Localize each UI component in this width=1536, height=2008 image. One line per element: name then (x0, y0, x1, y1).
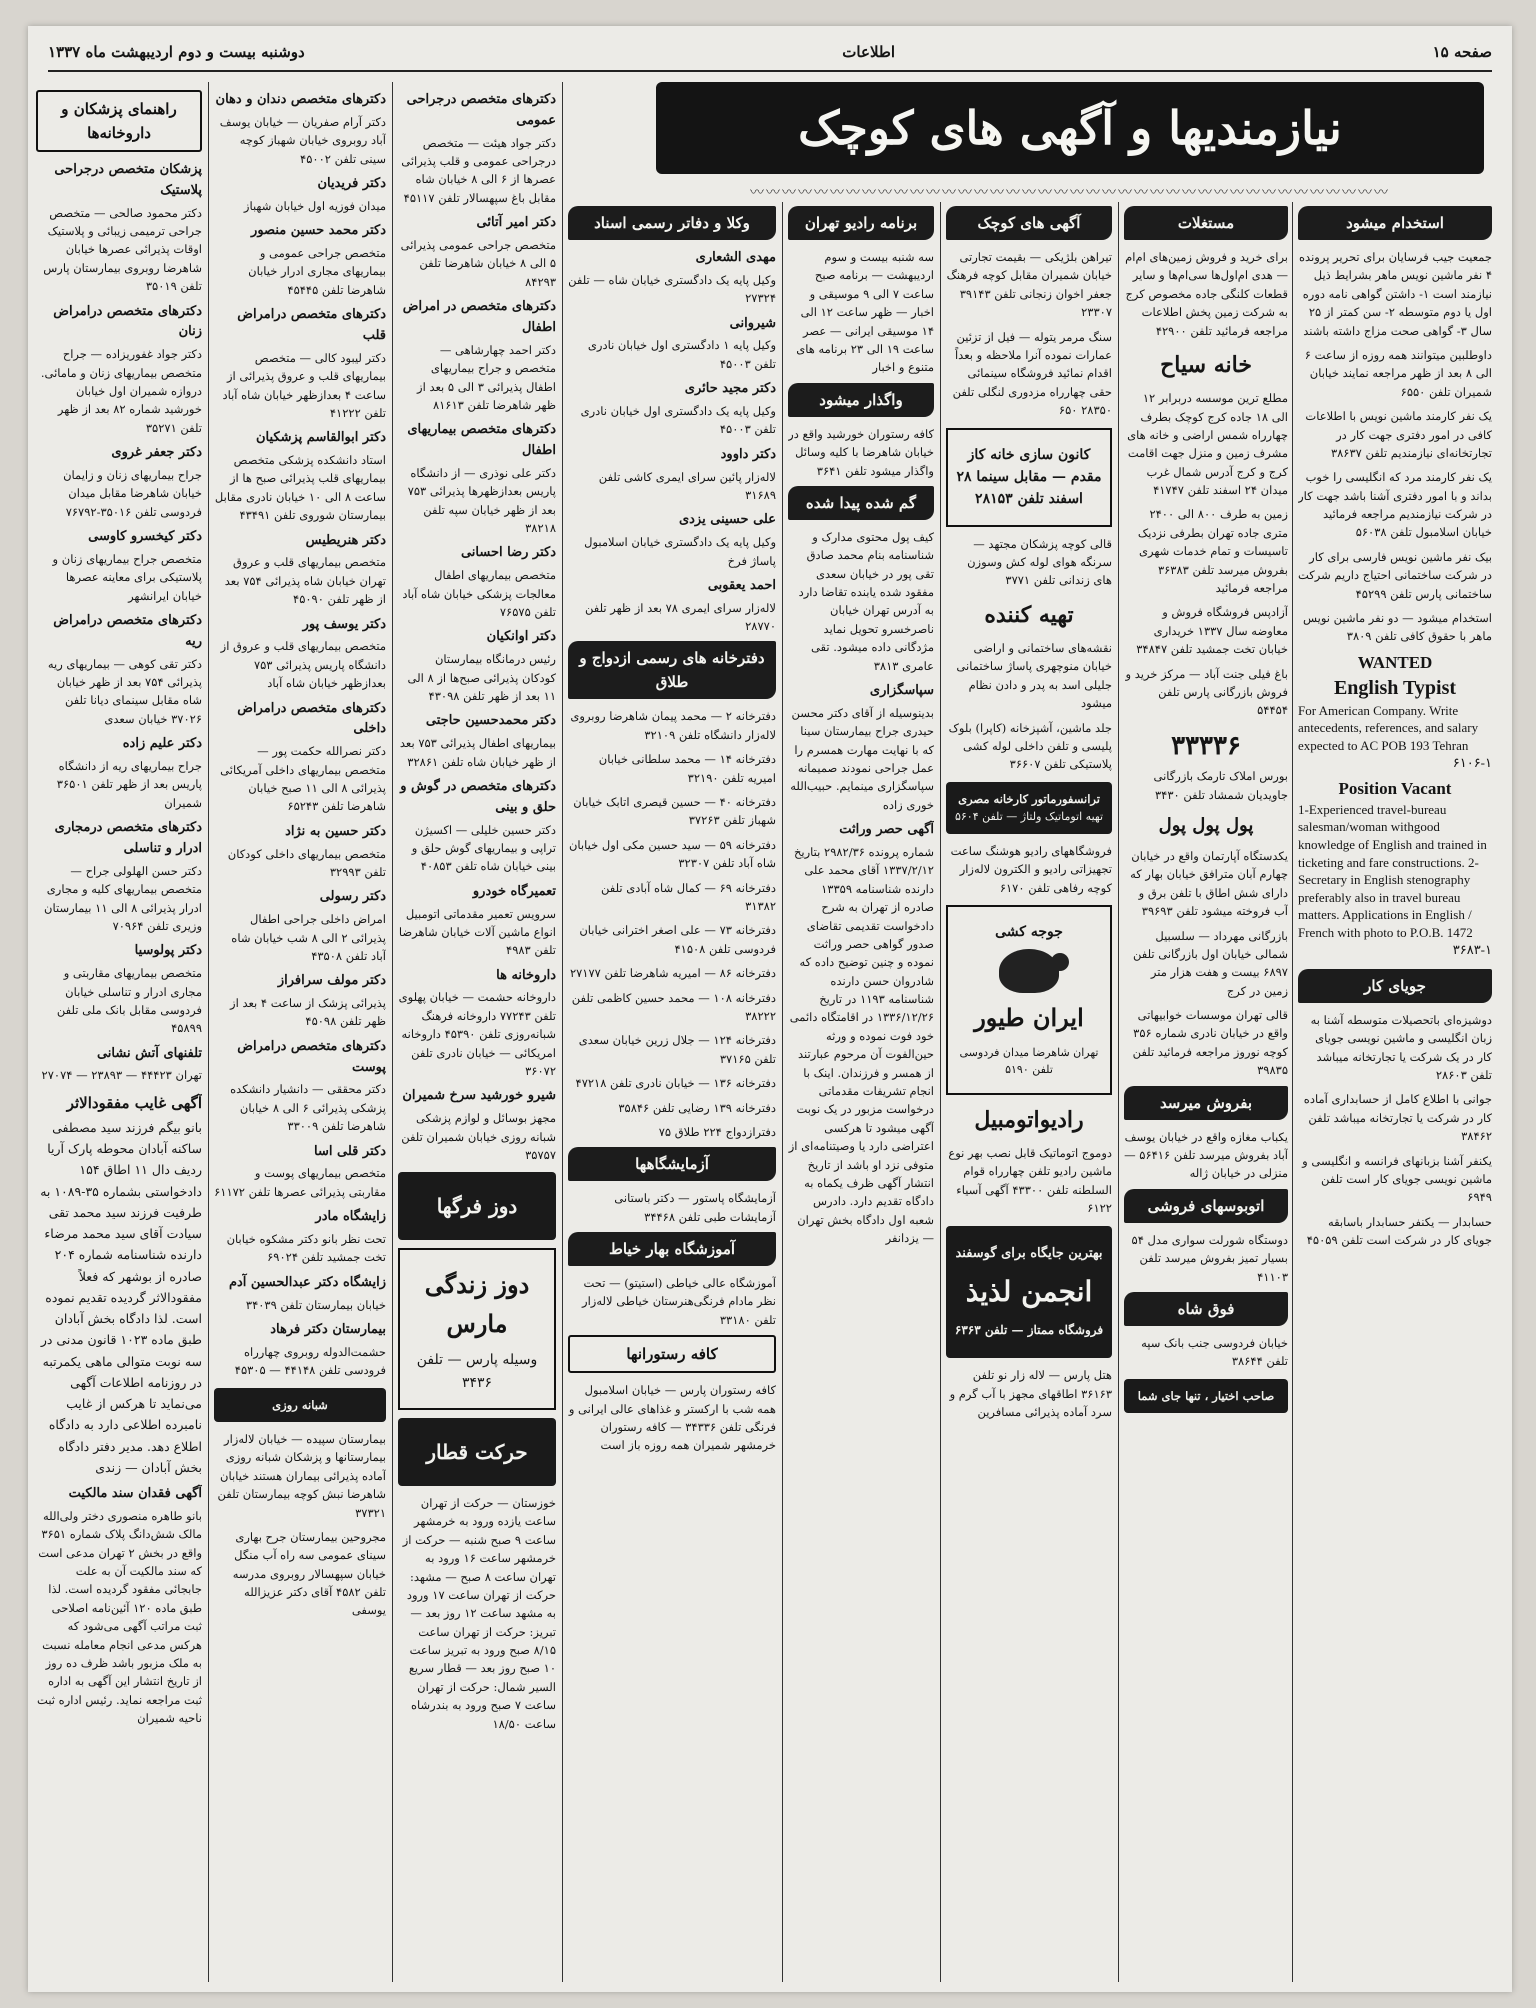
page-number: صفحه ۱۵ (1432, 43, 1492, 61)
entry-head: بیمارستان دکتر فرهاد (270, 1321, 386, 1337)
column-doctors-2 (214, 86, 386, 1982)
lawyer-entry (568, 248, 776, 308)
ad-text: بازرگانی مهرداد — سلسبیل شمالی خیابان اول بازرگانی تلفن ۶۸۹۷ بیست و هفت هزار متر زمین در کرج (1133, 928, 1288, 998)
doctor-entry (214, 1273, 386, 1314)
office-entry: دفترخانه ۴۰ — حسین قیصری اتابک خیابان شهباز تلفن ۳۷۲۶۳ (573, 795, 776, 828)
ad-text: کافه رستوران پارس‌ — خیابان اسلامبول همه شب با ارکستر و غذاهای عالی ایرانی و فرنگی تلفن ۳۴۳۳۶ — کافه رستوران خرمشهر شمیران همه روزه باز است (568, 1383, 776, 1453)
doctor-entry (214, 174, 386, 215)
entry-head: تعمیرگاه خودرو (472, 883, 556, 899)
doctor-entry (398, 966, 556, 1081)
section-heading-tailoring-school: آموزشگاه بهار خیاط (568, 1232, 776, 1266)
entry-head: دکترهای متخصص درمجاری ادرار و تناسلی (54, 820, 202, 856)
column-notaries (568, 202, 776, 1982)
entry-body: امراض داخلی جراحی اطفال پذیرائی ۲ الی ۸ شب خیابان شاه آباد تلفن ۴۳۵۰۸ (231, 912, 386, 963)
ad-text: آزادپس فروشگاه فروش و معاوضه سال ۱۳۳۷ خریداری خیابان تخت جمشید تلفن ۳۴۸۴۷ (1136, 605, 1288, 657)
entry-head: دکتر ابوالقاسم پزشکیان (255, 430, 386, 446)
ad-text: خیابان فردوسی جنب بانک سپه تلفن ۳۸۶۴۴ (1141, 1335, 1288, 1369)
entry-head: دکترهای متخصص در امراض اطفال (402, 299, 556, 335)
entry-body: جراح بیماریهای ریه از دانشگاه پاریس بعد از ظهر تلفن ۳۶۵۰۱ شمیران (56, 758, 202, 810)
entry-head: دکتر کیخسرو کاوسی (88, 529, 202, 545)
ad-text: داوطلبین میتوانند همه روزه از ساعت ۶ الی ۸ بعد از ظهر مراجعه نمایند خیابان شمیران تلفن ۶۵۵۰ (1304, 347, 1492, 399)
entry-body: متخصص جراحی عمومی و بیماریهای مجاری ادرار خیابان شاهرضا تلفن ۴۵۴۴۵ (248, 245, 386, 297)
entry-head: دکتر فریدیان (317, 175, 386, 191)
entry-head: داروخانه ها (496, 967, 556, 983)
lawyer-list (568, 248, 776, 635)
paper-name: اطلاعات (842, 43, 895, 61)
section-heading-doctors: راهنمای پزشکان و داروخانه‌ها (36, 90, 202, 152)
ad-code: ۶۱۰۶-۱ (1452, 755, 1492, 771)
entry-body: بانو طاهره منصوری دختر ولی‌الله مالک شش‌دانگ پلاک شماره ۳۶۵۱ واقع در بخش ۲ تهران مدعی است که سند مالکیت آن به علت جابجائی مفقود گردیده است. لذا طبق ماده ۱۲۰ آئین‌نامه اصلاحی ثبت مراتب آگهی می‌شود که هرکس مدعی انجام معامله نسبت به ملک مزبور باشد ظرف ده روز از تاریخ انتشار این آگهی به اداره ثبت مراجعه نماید. رئیس اداره ثبت ناحیه شمیران (37, 1508, 202, 1726)
ad-text: جمعیت جیب فرسایان برای تحریر پرونده ۴ نفر ماشین نویس ماهر بشرایط ذیل نیازمند است ۱- داشتن گواهی نامه دوره اول یا دوم متوسطه ۲- سن کمتر از ۲۵ سال ۳- گواهی صحت مزاج داشته باشند (1299, 250, 1492, 338)
column-small-ads (946, 202, 1112, 1982)
doctor-entry (398, 882, 556, 960)
ad-text: دوشیزه‌ای باتحصیلات متوسطه آشنا به زبان انگلیسی و ماشین نویسی جویای کار در یک شرکت یا تجارتخانه میباشد تلفن ۲۸۶۰۳ (1310, 1012, 1492, 1082)
ad-title-pool: پول پول پول (1158, 815, 1254, 837)
entry-body: متخصص بیماریهای داخلی کودکان تلفن ۳۲۹۹۳ (227, 846, 386, 879)
ad-box-transformer (946, 782, 1112, 834)
doctor-entry (214, 1320, 386, 1380)
entry-body: مجهز بوسائل و لوازم پزشکی شبانه روزی خیابان شمیران تلفن ۳۵۷۵۷ (401, 1111, 556, 1163)
doctor-entry (214, 531, 386, 609)
entry-body: متخصص جراحی عمومی پذیرائی ۵ الی ۸ خیابان شاهرضا تلفن ۸۴۲۹۳ (400, 237, 556, 289)
doctor-entry (398, 213, 556, 291)
banner-title: نیازمندیها و آگهی های کوچک (798, 101, 1342, 155)
ad-text: کافه رستوران خورشید واقع در خیابان شاهرضا با کلیه وسائل واگذار میشود تلفن ۳۶۴۱ (788, 426, 934, 478)
entry-body: پذیرائی پزشک از ساعت ۴ بعد از ظهر تلفن ۴۵۰۹۸ (230, 996, 386, 1029)
issue-date: دوشنبه بیست و دوم اردیبهشت ماه ۱۳۳۷ (48, 43, 305, 61)
ad-text: زمین به طرف ۸۰۰ الی ۲۴۰۰ متری جاده تهران بطرفی نزدیک تاسیسات و تمام خدمات شهری بفروش میرسد تلفن ۳۶۳۸۳ مراجعه فرمائید (1137, 507, 1288, 596)
entry-head: علی حسینی یزدی (678, 512, 776, 528)
column-real-estate (1124, 202, 1288, 1982)
doctor-entry (398, 297, 556, 414)
section-heading-small-ads: آگهی های کوچک (946, 206, 1112, 240)
section-heading-trains: حرکت قطار (398, 1418, 556, 1486)
entry-body: وکیل پایه ۱ دادگستری اول خیابان نادری تلفن ۴۵۰۰۳ (587, 338, 776, 371)
ad-text: نقشه‌های ساختمانی و اراضی خیابان منوچهری پاساژ ساختمانی جلیلی اسد به پدر و دادن نظام میشود (956, 641, 1112, 711)
doctor-entry (214, 428, 386, 524)
ad-text: بیک نفر ماشین نویس فارسی برای کار در شرکت ساختمانی احتیاج داریم شرکت ساختمانی پارس تلفن ۴۵۲۹۹ (1298, 549, 1492, 601)
entry-body: دکتر حسن الهلولی جراح — متخصص بیماریهای کلیه و مجاری ادرار پذیرائی ۸ الی ۱۱ بیمارستان وزیری تلفن ۷۰۹۶۴ (44, 863, 202, 933)
lawyer-entry (568, 379, 776, 439)
classifieds-banner (656, 82, 1484, 174)
entry-head: دکترهای متخصص درامراض ریه (53, 613, 202, 649)
office-entry: دفترخانه ۶۹ — کمال شاه آبادی تلفن ۳۱۳۸۲ (601, 880, 776, 913)
doctor-entry (36, 302, 202, 438)
entry-body: سرویس تعمیر مقدماتی اتومبیل انواع ماشین آلات خیابان شاهرضا تلفن ۴۹۸۳ (398, 906, 556, 958)
office-entry: دفترخانه ۱۳۹ رضایی تلفن ۳۵۸۴۶ (618, 1100, 776, 1115)
entry-head: پزشکان متخصص درجراحی پلاستیک (54, 162, 202, 198)
office-entry: دفترخانه ۱۲۴ — جلال زرین خیابان سعدی تلفن ۳۷۱۶۵ (578, 1033, 776, 1066)
office-entry: دفترخانه ۲ — محمد پیمان شاهرضا روبروی لاله‌زار دانشگاه تلفن ۳۲۱۰۹ (570, 709, 776, 742)
section-heading-job-seekers: جویای کار (1298, 969, 1492, 1003)
entry-body: لاله‌زار پائین سرای ایمری کاشی تلفن ۳۱۶۸۹ (598, 469, 776, 502)
ad-text: آزمایشگاه پاستور — دکتر باستانی آزمایشات طبی تلفن ۳۴۴۶۸ (614, 1191, 776, 1224)
ad-box-line: بهترین جایگاه برای گوسفند (955, 1245, 1103, 1261)
entry-head: دکترهای متخصص در گوش و حلق و بینی (400, 778, 556, 815)
doctor-entry (398, 711, 556, 771)
doctor-entry (36, 160, 202, 296)
doctor-entry (214, 90, 386, 168)
entry-body: دکتر جواد هیئت — متخصص درجراحی عمومی و قلب پذیرائی عصرها از ۶ الی ۸ خیابان شاه مقابل باغ سپهسالار تلفن ۴۵۱۱۷ (401, 135, 556, 205)
column-rule (1292, 202, 1293, 1982)
entry-body: رئیس درمانگاه بیمارستان کودکان پذیرائی صبح‌ها از ۸ الی ۱۱ بعد از ظهر تلفن ۴۳۰۹۸ (407, 652, 556, 703)
ad-text: یکنفر آشنا بزبانهای فرانسه و انگلیسی و ماشین نویسی جویای کار است تلفن ۶۹۴۹ (1302, 1153, 1492, 1205)
ad-brand-top: جوجه کشی (995, 923, 1063, 940)
lawyer-entry (568, 445, 776, 505)
column-radio (788, 202, 934, 1982)
ad-text: قالی تهران موسسات خوابیهاتی واقع در خیابان نادری شماره ۳۵۶ کوچه نوروز مراجعه فرمائید تلفن ۳۹۸۳۵ (1132, 1008, 1288, 1078)
entry-body: تحت نظر بانو دکتر مشکوه خیابان تخت جمشید تلفن ۶۹۰۲۴ (226, 1232, 386, 1265)
ad-heading: سپاسگزاری (869, 683, 934, 699)
column-doctors-3 (398, 86, 556, 1982)
entry-head: دکتر داوود (720, 446, 776, 462)
entry-body: دکتر جواد غفوریزاده — جراح متخصص بیماریهای زنان و مامائی. دروازه شمیران اول خیابان خورشید شماره ۸۲ بعد از ظهر تلفن ۳۵۲۷۱ (40, 347, 202, 435)
ad-text: تیراهن بلژیکی — بقیمت تجارتی خیابان شمیران مقابل کوچه فرهنگ جعفر اخوان زنجانی تلفن ۳۹۱۴۳ ۲۳۳۰۷ (946, 250, 1112, 320)
section-heading-buses: اتوبوسهای فروشی (1124, 1189, 1288, 1223)
section-heading-lost-found: گم شده پیدا شده (788, 486, 934, 520)
section-heading-marriage-offices: دفترخانه های رسمی ازدواج و طلاق (568, 641, 776, 699)
doctor-entry (36, 941, 202, 1037)
doctor-entry (398, 777, 556, 876)
en-ad-title: WANTED (1357, 652, 1433, 672)
entry-head: دکتر محمدحسین حاجتی (425, 713, 556, 729)
ad-brand-name: ایران طیور (974, 1003, 1084, 1033)
column-rule (782, 202, 783, 1982)
lawyer-entry (568, 576, 776, 636)
doctor-entry (214, 887, 386, 965)
ad-box-kanun (946, 428, 1112, 527)
newspaper-page (28, 26, 1512, 1992)
doctor-entry (36, 1044, 202, 1085)
ad-box-title: ترانسفورماتور کارخانه مصری (958, 791, 1100, 806)
column-rule (392, 82, 393, 1982)
entry-body: دکتر آرام صفریان — خیابان یوسف آباد روبروی خیابان شهباز کوچه سینی تلفن ۴۵۰۰۲ (219, 114, 386, 166)
ad-box-sub: تهیه اتوماتیک ولتاژ — تلفن ۵۶۰۴ (954, 810, 1104, 824)
ad-title-car-radio: رادیواتومبیل (974, 1106, 1084, 1133)
entry-body: تهران ۴۴۴۲۳ — ۲۳۸۹۳ — ۲۷۰۷۴ (41, 1068, 202, 1083)
doctor-entry (398, 543, 556, 621)
doctor-entry (214, 1037, 386, 1136)
entry-head: دکتر مجید حائری (684, 381, 776, 397)
entry-head: دکترهای متخصص درامراض قلب (237, 307, 386, 343)
entry-head: احمد یعقوبی (707, 577, 776, 593)
entry-body: مجروحین بیمارستان جرح بهاری سینای عمومی سه راه آب منگل خیابان سپهسالار روبروی مدرسه تلفن ۴۵۸۲ آقای دکتر عزیزالله یوسفی (232, 1529, 386, 1618)
ad-text: یک نفر کارمند مرد که انگلیسی را خوب بداند و با امور دفتری آشنا باشد جهت کار در شرکت نیازمندیم مراجعه فرمائید خیابان اسلامبول تلفن ۵۶۰۳۸ (1298, 470, 1492, 540)
office-entry: دفترخانه ۷۳ — علی اصغر اخترانی خیابان فردوسی تلفن ۴۱۵۰۸ (579, 923, 776, 956)
section-heading-cafes: کافه رستورانها (568, 1335, 776, 1373)
ad-box-overnight: شبانه روزی (214, 1388, 386, 1422)
section-heading-labs: آزمایشگاهها (568, 1147, 776, 1181)
doctor-entry (36, 443, 202, 521)
ad-brand-address: تهران شاهرضا میدان فردوسی تلفن ۵۱۹۰ (959, 1045, 1099, 1077)
entry-head: زایشگاه مادر (315, 1209, 386, 1225)
office-entry: دفترخانه ۱۰۸ — محمد حسین کاظمی تلفن ۳۸۲۲۲ (571, 990, 776, 1023)
entry-body: دکتر محققی — دانشیار دانشکده پزشکی پذیرائی ۶ الی ۸ خیابان شاهرضا تلفن ۳۳۰۰۹ (230, 1082, 386, 1134)
section-heading-lawyers: وکلا و دفاتر رسمی اسناد (568, 206, 776, 240)
ad-text: باغ فیلی جنت آباد — مرکز خرید و فروش بازرگانی پارس تلفن ۵۴۴۵۴ (1125, 666, 1288, 718)
ad-text: فروشگاههای رادیو هوشنگ ساعت تجهیزاتی رادیو و الکترون لاله‌زار کوچه رفاهی تلفن ۶۱۷۰ (950, 843, 1112, 895)
rooster-icon (999, 949, 1059, 993)
ad-text: استخدام میشود — دو نفر ماشین نویس ماهر با حقوق کافی تلفن ۳۸۰۹ (1302, 611, 1492, 644)
column-rule (940, 202, 941, 1982)
entry-body: دکتر محمود صالحی — متخصص جراحی ترمیمی زیبائی و پلاستیک اوقات پذیرائی عصرها خیابان شاهرضا روبروی بیمارستان پارس تلفن ۳۵۰۱۹ (43, 205, 202, 294)
office-entry: دفترخانه ۸۶ — امیریه شاهرضا تلفن ۲۷۱۷۷ (569, 966, 776, 981)
entry-head: دکتر حسین به نژاد (285, 823, 386, 839)
column-doctors-1 (36, 86, 202, 1982)
entry-body: دکتر تقی کوهی — بیماریهای ریه پذیرائی ۷۵۴ بعد از ظهر خیابان شاه مقابل سینمای دیانا تلفن ۳۷۰۲۶ خیابان سعدی (47, 656, 202, 726)
ad-phone-number: ۳۳۳۳۶ (1171, 730, 1241, 761)
entry-body: وکیل پایه یک دادگستری خیابان شاه — تلفن ۲۷۳۲۴ (568, 272, 776, 306)
entry-body: متخصص جراح بیماریهای زنان و پلاستیکی برای معاینه عصرها خیابان ایرانشهر (52, 551, 202, 603)
column-rule (208, 82, 209, 1982)
section-heading-misc: فوق شاه (1124, 1292, 1288, 1326)
entry-head: دکتر قلی اسا (314, 1143, 386, 1159)
entry-body: وکیل پایه یک دادگستری خیابان اسلامبول پاساژ فرخ (584, 535, 776, 568)
ad-text: سنگ مرمر یتوله — فیل از تزئین عمارات نموده آنرا ملاحظه و بعداً اقدام نمائید فروشگاه سینمائی حقی چهارراه مزدوری لنگلی تلفن ۲۸۳۵۰ ۶۵۰ (952, 329, 1112, 418)
section-heading-real-estate: مستغلات (1124, 206, 1288, 240)
ad-box-line: انجمن لذیذ (965, 1275, 1093, 1309)
entry-head: آگهی غایب مفقودالاثر (66, 1093, 202, 1112)
ad-text: یکباب مغازه واقع در خیابان یوسف آباد بفروش میرسد تلفن ۵۶۴۱۶ — منزلی در خیابان ژاله (1124, 1129, 1288, 1181)
section-heading-radio: برنامه رادیو تهران (788, 206, 934, 240)
doctor-entry (214, 822, 386, 882)
en-ad-body: For American Company. Write antecedents, references, and salary expected to AC POB 193 Tehran (1298, 702, 1479, 753)
ad-box-text: کانون سازی خانه کاز مقدم — مقابل سینما ۲۸ اسفند تلفن ۲۸۱۵۳ (956, 446, 1102, 508)
train-schedule: خوزستان — حرکت از تهران ساعت یازده ورود به خرمشهر ساعت ۹ صبح شنبه — حرکت از خرمشهر ساعت ۱۶ ورود به تهران ساعت ۸ صبح — مشهد: حرکت از تهران ساعت ۱۷ ورود به مشهد ساعت ۱۲ روز بعد — تبریز: حرکت از تهران ساعت ۸/۱۵ صبح ورود به تبریز ساعت ۱۰ صبح روز بعد — قطار سریع السیر شمال: حرکت از تهران ساعت ۷ صبح ورود به بندرشاه ساعت ۱۸/۵۰ (402, 1495, 556, 1731)
entry-head: دکترهای متخصص بیماریهای اطفال (407, 422, 556, 459)
entry-head: زایشگاه دکتر عبدالحسین آدم (228, 1274, 386, 1290)
ad-text: شماره پرونده ۲۹۸۲/۳۶ بتاریخ ۱۳۳۷/۲/۱۲ آقای محمد علی دارنده شناسنامه ۱۳۳۵۹ صادره از تهران به شرح دادخواست تقدیمی تقاضای صدور گواهی حصر وراثت نموده و چنین توضیح داده که شادروان حسن دارنده شناسنامه ۱۱۹۳ در تاریخ ۱۳۳۶/۱۲/۲۶ در اقامتگاه دائمی خود فوت نموده و ورثه حین‌الفوت آن مرحوم عبارتند از همسر و فرزندان. اینک با انجام تشریفات مقدماتی درخواست مزبور در یک نوبت آگهی میشود تا هرکسی اعتراضی دارد یا وصیتنامه‌ای از متوفی نزد او باشد از تاریخ انتشار آگهی ظرف یکماه به دادگاه تقدیم دارد. دادرس شعبه اول دادگاه بخش تهران — یزدانفر (788, 844, 934, 1246)
ad-text: دوموج اتوماتیک قابل نصب بهر نوع ماشین رادیو تلفن چهارراه قوام السلطنه تلفن ۴۳۳۰۰ آگهی آسیاء ۶۱۲۲ (948, 1146, 1112, 1216)
entry-head: شیروانی (729, 315, 776, 331)
entry-body: بیمارستان سپیده — خیابان لاله‌زار بیمارستانها و پزشکان شبانه روزی آماده پذیرائی بیماران هستند خیابان شاهرضا نبش کوچه بیمارستان تلفن ۳۷۳۲۱ (217, 1431, 386, 1520)
ornament-rule: 〰〰〰〰〰〰〰〰〰〰〰〰〰〰〰〰〰〰〰〰〰〰〰〰〰〰〰〰〰〰〰〰〰〰〰〰〰〰〰〰 (750, 185, 1390, 196)
office-entry: دفترازدواج ۲۲۴ طلاق ۷۵ (658, 1124, 776, 1139)
position-vacant-body: 1-Experienced travel-bureau salesman/woman withgood knowledge of English and trained in ticketing and fare constructions. 2-Secretary in English stenography preferably also in travel bureau matters. Applications in English / French with photo to P.O.B. 1472 (1298, 801, 1487, 940)
ad-text: قالی کوچه پزشکان مجتهد — سرنگه هوای لوله کش وسوزن های زندانی تلفن ۳۷۷۱ (967, 536, 1112, 588)
entry-head: تلفنهای آتش نشانی (96, 1045, 202, 1061)
office-entry: دفترخانه ۱۴ — محمد سلطانی خیابان امیریه تلفن ۳۲۱۹۰ (598, 752, 776, 785)
doctor-entry (36, 527, 202, 605)
doctor-entry (36, 818, 202, 935)
entry-body: دکتر احمد چهارشاهی — متخصص و جراح بیماریهای اطفال پذیرائی ۳ الی ۵ بعد از ظهر شاهرضا تلفن ۸۱۶۱۳ (417, 342, 556, 412)
ad-text: هتل پارس — لاله زار نو تلفن ۳۶۱۶۳ اطاقهای مجهز با آب گرم و سرد آماده پذیرائی مسافرین (949, 1368, 1112, 1420)
entry-head: دکتر یوسف پور (302, 616, 386, 632)
ad-heading: آگهی حصر وراثت (839, 822, 934, 838)
lawyer-entry (568, 314, 776, 374)
section-heading-transfer: واگذار میشود (788, 383, 934, 417)
position-vacant-title: Position Vacant (1338, 778, 1452, 798)
entry-head: دکتر امیر آتائی (476, 215, 556, 231)
ad-text: مطلع ترین موسسه دربرابر ۱۲ الی ۱۸ جاده کرج کوچک بطرف چهارراه شمس اراضی و خانه های مشرف زمین و منزل جهت اقامت کرج و کرج آدرس شمال غرب میدان ۲۴ اسفند تلفن ۴۱۷۴۷ (1127, 391, 1288, 498)
entry-body: دکتر علی نوذری — از دانشگاه پاریس بعدازظهرها پذیرائی ۷۵۳ بعد از ظهر خیابان سپه تلفن ۳۸۲۱۸ (407, 465, 556, 536)
ad-title-supplier: تهیه کننده (984, 601, 1074, 628)
entry-body: خیابان بیمارستان تلفن ۳۴۰۳۹ (245, 1297, 386, 1312)
ad-mars (398, 1248, 556, 1410)
entry-head: دکتر هنریطیس (305, 532, 386, 548)
doctor-entry (214, 1207, 386, 1267)
column-rule (562, 82, 563, 1982)
entry-body: بیماریهای اطفال پذیرائی ۷۵۳ بعد از ظهر خیابان شاه تلفن ۳۲۸۶۱ (399, 736, 556, 769)
ad-text: کیف پول محتوی مدارک و شناسنامه بنام محمد صادق تقی پور در خیابان سعدی مفقود شده یابنده تقاضا دارد به آدرس تهران خیابان ناصرخسرو تحویل نماید مژدگانی داده میشود. تقی عامری ۳۸۱۳ (798, 529, 934, 673)
entry-head: دکتر علیم زاده (122, 736, 202, 752)
entry-head: دکترهای متخصص درامراض داخلی (237, 700, 386, 737)
entry-head: دکتر اوانکیان (486, 629, 556, 645)
en-ad-subtitle: English Typist (1333, 676, 1457, 699)
entry-head: دکترهای متخصص درامراض پوست (237, 1038, 386, 1075)
notice-entry (36, 1484, 202, 1727)
notice-entry (36, 1091, 202, 1478)
entry-head: دکتر رسولی (319, 889, 386, 905)
entry-head: دکتر مولف سرافراز (277, 973, 386, 989)
entry-head: دکترهای متخصص درجراحی عمومی (406, 92, 556, 128)
ad-text: یکدستگاه آپارتمان واقع در خیابان چهارم آبان مترافق خیابان بهار که دارای شش اطاق با تلفن برق و آب فروخته میشود تلفن ۳۹۶۹۳ (1130, 848, 1288, 919)
entry-body: میدان فوزیه اول خیابان شهباز (243, 198, 386, 213)
entry-body: جراح بیماریهای زنان و زایمان خیابان شاهرضا مقابل میدان فردوسی تلفن ۳۵۰۱۶-۷۶۷۹۲ (63, 467, 202, 519)
column-rule (1118, 202, 1119, 1982)
english-typist-ad (1298, 652, 1492, 959)
entry-body: استاد دانشکده پزشکی متخصص بیماریهای قلب پذیرائی صبح ها از ساعت ۸ الی ۱۰ خیابان نادری مقابل بیمارستان شوروی تلفن ۴۳۴۹۱ (214, 453, 386, 523)
entry-head: دکترهای متخصص درامراض زنان (53, 303, 202, 340)
ad-text: جلد ماشین، آشپزخانه (کاپرا) بلوک پلیسی و تلفن داخلی لوله کشی پلاستیکی تلفن ۳۶۶۰۷ (948, 720, 1112, 772)
doctor-entry (398, 627, 556, 705)
entry-body: متخصص بیماریهای مقاربتی و مجاری ادرار و تناسلی خیابان فردوسی مقابل بانک ملی تلفن ۴۵۸۹۹ (56, 966, 202, 1036)
section-heading-employment: استخدام میشود (1298, 206, 1492, 240)
entry-body: دکتر نصرالله حکمت پور — متخصص بیماریهای داخلی آمریکائی پذیرائی ۸ الی ۱۱ صبح خیابان شاهرضا تلفن ۶۵۲۴۳ (220, 744, 386, 814)
doctor-entry (398, 1086, 556, 1164)
lawyer-entry (568, 510, 776, 570)
ad-mars-title: دوز زندگی مارس (424, 1270, 530, 1338)
entry-body: لاله‌زار سرای ایمری ۷۸ بعد از ظهر تلفن ۲۸۷۷۰ (585, 600, 776, 634)
entry-head: آگهی فقدان سند مالکیت (68, 1486, 202, 1502)
ad-text: جوانی با اطلاع کامل از حسابداری آماده کار در شرکت یا تجارتخانه میباشد تلفن ۳۸۴۶۲ (1303, 1092, 1492, 1144)
entry-body: حشمت‌الدوله روبروی چهارراه فرودسی تلفن ۴۴۱۴۸ — ۴۵۳۰۵ (234, 1344, 386, 1378)
entry-body: متخصص بیماریهای اطفال معالجات پزشکی خیابان شاه آباد تلفن ۷۶۵۷۵ (402, 568, 556, 620)
entry-body: وکیل پایه یک دادگستری اول خیابان نادری تلفن ۴۵۰۰۳ (580, 403, 776, 437)
doctor-entry (214, 699, 386, 816)
entry-head: دکترهای متخصص دندان و دهان (215, 92, 386, 107)
entry-body: متخصص بیماریهای قلب و عروق تهران خیابان شاه پذیرائی ۷۵۴ بعد از ظهر تلفن ۴۵۰۹۰ (224, 555, 386, 607)
doctor-entry (214, 221, 386, 299)
entry-body: متخصص بیماریهای پوست و مقاربتی پذیرائی عصرها تلفن ۶۱۱۷۲ (214, 1166, 386, 1199)
ad-text: دوستگاه شورلت سواری مدل ۵۴ بسیار تمیز بفروش میرسد تلفن ۴۱۱۰۳ (1131, 1232, 1288, 1284)
doctor-entry (36, 734, 202, 812)
column-employment (1298, 202, 1492, 1982)
doctor-entry (214, 1142, 386, 1202)
doctor-entry (398, 420, 556, 537)
ad-text: برای خرید و فروش زمین‌های ام‌ام — هدی ام‌اول‌ها سی‌ام‌ها و سایر قطعات کلنگی جاده مخصوص کرج به شرکت زمین پخش اطلاعات مراجعه فرمائید تلفن ۴۲۹۰۰ (1125, 250, 1288, 338)
doctor-entry (214, 615, 386, 693)
entry-body: بانو بیگم فرزند سید مصطفی ساکنه آبادان محوطه پارک آریا ردیف دال ۱۱ اطاق ۱۵۴ دادخواستی بشماره ۳۵-۱۰۸۹ به طرفیت فرزند سید محمد تقی سیادت آقای سید محمد مرضاء دارنده شناسنامه شماره ۲۰۴ صادره از بوشهر که فعلاً مفقودالاثر گردیده تقدیم نموده است. لذا دادگاه بخش آبادان طبق ماده ۱۰۲۳ قانون مدنی در سه نوبت متوالی ماهی یکمرتبه در روزنامه اطلاعات آگهی می‌نماید تا هرکس از غایب نامبرده اطلاعی دارد به دادگاه اطلاع دهد. مدیر دفتر دادگاه بخش آبادان — زندی (40, 1119, 202, 1475)
entry-head: دکتر پولوسیا (134, 943, 202, 959)
entry-head: دکتر رضا احسانی (460, 545, 556, 561)
ad-text: یک نفر کارمند ماشین نویس با اطلاعات کافی در امور دفتری جهت کار در تجارتخانه‌ای نیازمندیم تلفن ۳۸۶۳۷ (1305, 409, 1492, 460)
ad-box-ferg: دوز فرگها (398, 1172, 556, 1240)
page-header (48, 34, 1492, 72)
section-heading-for-sale: بفروش میرسد (1124, 1086, 1288, 1120)
ad-text: حسابدار — یکنفر حسابدار باسابقه جویای کار در شرکت است تلفن ۴۵۰۵۹ (1306, 1214, 1492, 1248)
doctor-entry (214, 971, 386, 1031)
doctor-entry (398, 90, 556, 207)
ad-text: بورس املاک تارمک بازرگانی جاویدیان شمشاد تلفن ۳۴۳۰ (1153, 769, 1288, 802)
entry-head: مهدی الشعاری (695, 250, 776, 265)
entry-body: داروخانه حشمت — خیابان پهلوی تلفن ۷۷۲۴۳ داروخانه فرهنگ شبانه‌روزی تلفن ۴۵۳۹۰ داروخانه امریکائی‌ — خیابان نادری تلفن ۳۶۰۷۲ (398, 990, 556, 1079)
ad-title-khaneh-sayyah: خانه سیاح (1160, 351, 1252, 378)
ad-text: بدینوسیله از آقای دکتر محسن حیدری جراح بیمارستان سینا که با نهایت مهارت همسرم را عمل جراحی نمودند صمیمانه سپاسگزاری مینمایم. حبیب‌الله خوری زاده (790, 705, 934, 812)
ad-code: ۳۶۸۳-۱ (1452, 942, 1492, 958)
ad-box-line: فروشگاه ممتاز — تلفن ۶۳۶۳ (954, 1323, 1104, 1338)
entry-head: دکتر محمد حسین منصور (251, 223, 386, 239)
entry-body: دکتر لیبود کالی — متخصص بیماریهای قلب و عروق پذیرائی از ساعت ۴ بعدازظهر خیابان شاه آباد تلفن ۴۱۲۲۲ (222, 350, 386, 420)
entry-head: دکتر جعفر غروی (111, 445, 202, 461)
office-entry: دفترخانه ۱۳۶ — خیابان نادری تلفن ۴۷۲۱۸ (575, 1076, 776, 1091)
entry-body: متخصص بیماریهای قلب و عروق از دانشگاه پاریس پذیرائی ۷۵۳ بعدازظهر خیابان شاه آباد (220, 639, 386, 691)
entry-body: دکتر حسین خلیلی — اکسیژن تراپی و بیماریهای گوش حلق و بینی خیابان شاه تلفن ۴۰۸۵۳ (411, 822, 556, 874)
ad-iran-tayour (946, 905, 1112, 1095)
ad-text: آموزشگاه عالی خیاطی (استیتو) — تحت نظر مادام فرنگی‌هنرستان خیاطی لاله‌زار تلفن ۳۳۱۸۰ (582, 1276, 776, 1327)
doctor-entry (214, 305, 386, 422)
ad-box-restaurant (946, 1226, 1112, 1359)
entry-head: شیرو خورشید سرخ شمیران (402, 1088, 556, 1104)
doctor-entry (36, 611, 202, 728)
office-entry: دفترخانه ۵۹ — سید حسین مکی اول خیابان شاه آباد تلفن ۳۲۳۰۷ (568, 837, 776, 871)
ad-text: سه شنبه بیست و سوم اردیبهشت — برنامه صبح ساعت ۷ الی ۹ موسیقی و اخبار — ظهر ساعت ۱۲ الی ۱۴ موسیقی ایرانی — عصر ساعت ۱۹ الی ۲۳ برنامه های متنوع و اخبار (796, 250, 934, 375)
ad-box-sahib-ekhtiar: صاحب اختیار ، تنها جای شما (1124, 1379, 1288, 1413)
ad-mars-sub: وسیله پارس — تلفن ۳۴۳۶ (416, 1352, 538, 1391)
